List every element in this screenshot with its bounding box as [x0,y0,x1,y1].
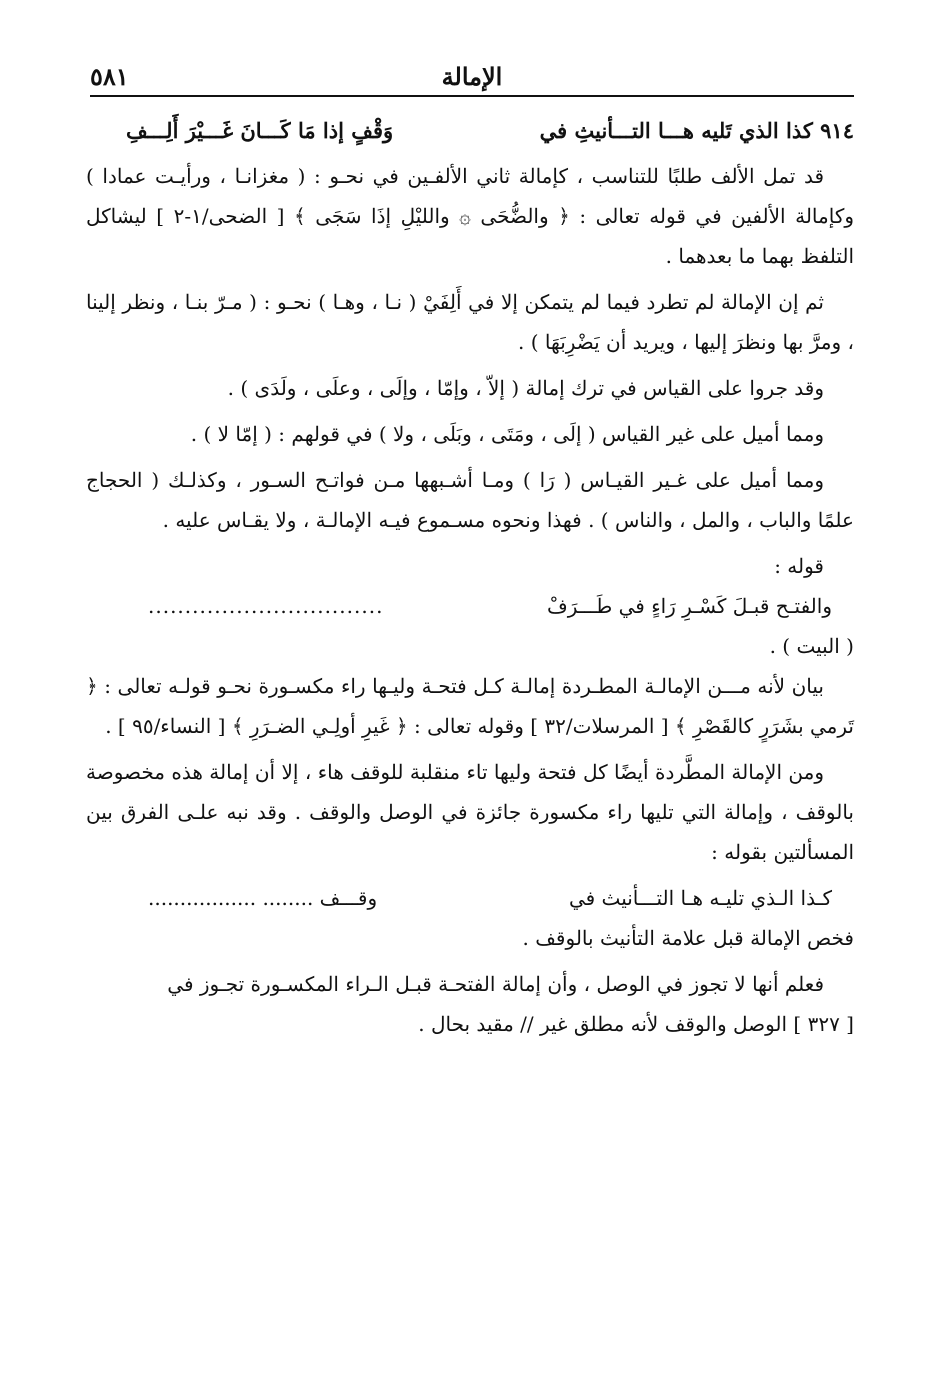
paragraph-4: ومما أميل على غير القياس ( إلَى ، ومَتَى ، وبَلَى ، ولا ) في قولهم : ( إمّا لا ) . [190,422,824,446]
paragraph-8: فعلم أنها لا تجوز في الوصل ، وأن إمالة الفتحـة قبـل الـراء المكسـورة تجـوز في [167,972,824,996]
page-body [86,106,854,1044]
header-rule [90,95,854,97]
quoted-verse-2-first: كـذا الـذي تليـه هـا التـــأنيث في [568,886,832,910]
page-title: الإمالة [441,62,503,91]
quoted-verse-2-dots: ................. [148,886,257,910]
verse-first-half: ٩١٤ كذا الذي تَليه هـــا التـــأنيثِ في [539,118,854,143]
line-after-verse-2: فخص الإمالة قبل علامة التأنيث بالوقف . [522,926,854,950]
paragraph-1: قد تمل الألف طلبًا للتناسب ، كإمالة ثاني الألفـين في نحـو : ( مغزانـا ، ورأيـت عمادا ) وكإمالة الألفين في قوله تعالى : ﴿ والضُّحَى ۞ والليْلِ إذَا سَجَى ﴾ [ الضحى/١-٢ ] ليشاكل التلفظ بهما ما بعدهما . [86,164,855,268]
page-header [90,60,854,94]
page-number: ٥٨١ [90,62,129,91]
quoted-verse-2-second-text: وقـــف ........ [262,886,378,910]
quote-intro: قوله : [774,554,824,578]
quoted-verse-1-text: والفتـح قبـلَ كَسْـرِ رَاءٍ في طَـــرَفْ [547,594,832,618]
paragraph-6: بيان لأنه مـــن الإمالـة المطـردة إمالـة كـل فتحـة وليـها راء مكسـورة نحـو قولـه تعالى : ﴿ تَرمي بشَرَرٍ كالقَصْرِ ﴾ [ المرسلات/٣٢ ] وقوله تعالى : ﴿ غَيرِ أولِـي الضـرَرِ ﴾ [ النساء/٩٥ ] . [86,674,854,738]
paragraph-3: وقد جروا على القياس في ترك إمالة ( إلاّ ، وإمّا ، وإلَى ، وعلَى ، ولَدَى ) . [227,376,824,400]
quoted-verse-2-second [148,878,377,918]
paragraph-5: ومما أميل على غـير القيـاس ( رَا ) ومـا أشـبهها مـن فواتـح السـور ، وكذلـك ( الحجاج علمًا والباب ، والمل ، والناس ) . فهذا ونحوه مسـموع فيـه الإمالـة ، ولا يقـاس عليه . [86,468,854,532]
verse-second-half: وَقْفٍ إذا مَا كَـــانَ غَـــيْرَ أَلِـــفِ [125,118,394,143]
paragraph-7: ومن الإمالة المطَّردة أيضًا كل فتحة وليها تاء منقلبة للوقف هاء ، إلا أن إمالة هذه مخصوصة بالوقف ، وإمالة التي تليها راء مكسورة جائزة في الوصل والوقف . وقد نبه علـى الفرق بين المسألتين بقوله : [86,760,854,864]
quoted-verse-2 [86,878,854,918]
verse-914 [86,106,854,156]
final-line: [ ٣٢٧ ] الوصل والوقف لأنه مطلق غير // مقيد بحال . [418,1012,854,1036]
paragraph-2: ثم إن الإمالة لم تطرد فيما لم يتمكن إلا في أَلِفَيْ ( نـا ، وهـا ) نحـو : ( مـرّ بنـا ، ونظر إلينا ، ومرَّ بها ونظرَ إليها ، ويريد أن يَضْرِبَهَا ) . [86,290,854,354]
quoted-verse-1-dots: ................................ [148,594,384,618]
quote-tail: ( البيت ) . [769,634,854,658]
quoted-verse-1 [86,586,854,626]
